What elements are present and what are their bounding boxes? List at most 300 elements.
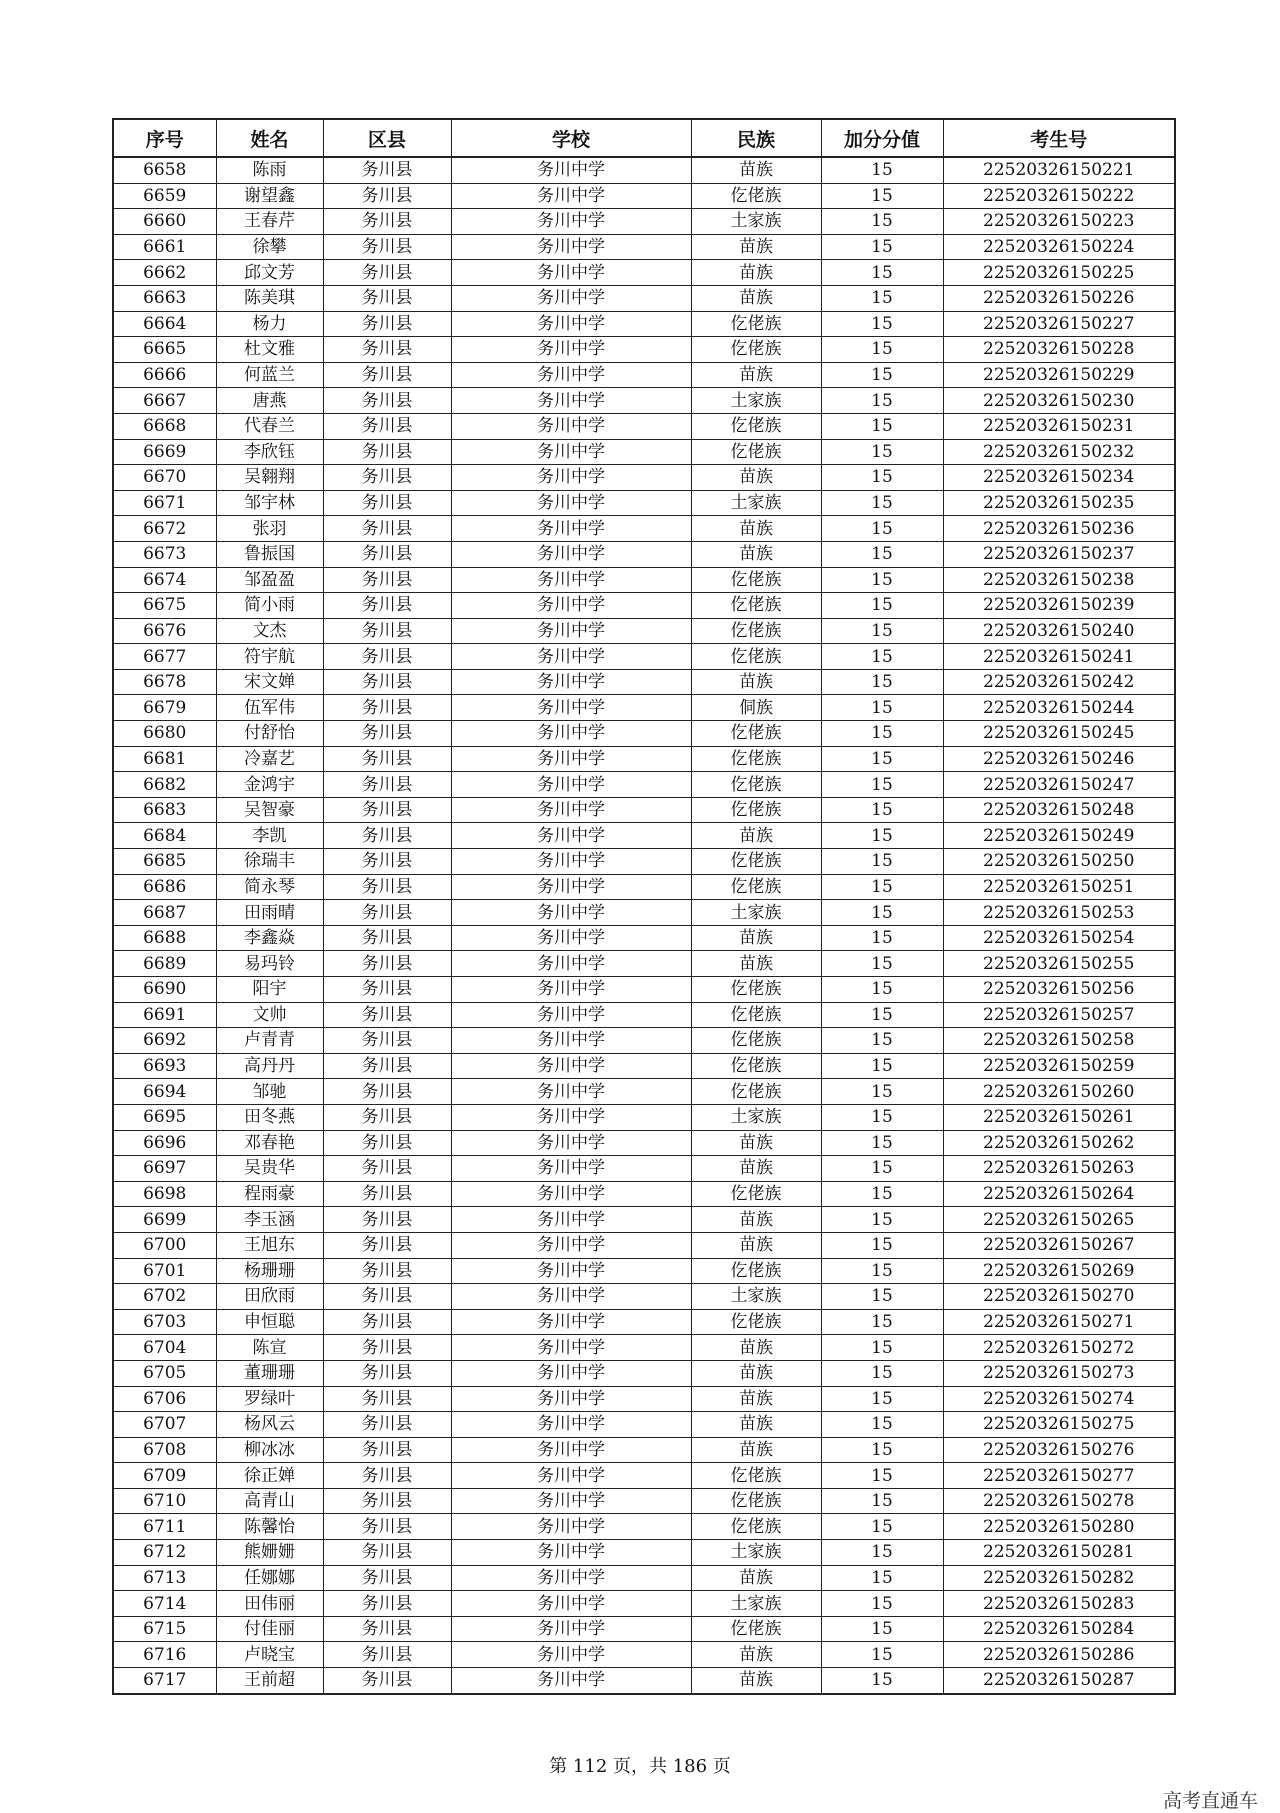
table-row bbox=[113, 823, 1175, 849]
cell-name: 高青山 bbox=[216, 1488, 323, 1514]
cell-bonus: 15 bbox=[821, 1412, 943, 1438]
cell-ethnicity: 苗族 bbox=[691, 1668, 821, 1694]
cell-school: 务川中学 bbox=[451, 1181, 691, 1207]
header-row bbox=[113, 119, 1175, 157]
cell-county: 务川县 bbox=[323, 721, 451, 747]
header-name: 姓名 bbox=[216, 119, 323, 157]
cell-school: 务川中学 bbox=[451, 516, 691, 542]
table-row bbox=[113, 1642, 1175, 1668]
cell-name: 徐攀 bbox=[216, 234, 323, 260]
cell-bonus: 15 bbox=[821, 157, 943, 183]
cell-serial: 6684 bbox=[113, 823, 216, 849]
cell-county: 务川县 bbox=[323, 1053, 451, 1079]
table-row bbox=[113, 1284, 1175, 1310]
cell-county: 务川县 bbox=[323, 157, 451, 183]
cell-bonus: 15 bbox=[821, 1028, 943, 1054]
cell-county: 务川县 bbox=[323, 1591, 451, 1617]
cell-serial: 6665 bbox=[113, 337, 216, 363]
cell-ethnicity: 仡佬族 bbox=[691, 1616, 821, 1642]
cell-bonus: 15 bbox=[821, 772, 943, 798]
cell-name: 冷嘉艺 bbox=[216, 746, 323, 772]
cell-name: 张羽 bbox=[216, 516, 323, 542]
cell-ethnicity: 土家族 bbox=[691, 490, 821, 516]
cell-bonus: 15 bbox=[821, 567, 943, 593]
cell-exam-id: 22520326150280 bbox=[943, 1514, 1175, 1540]
cell-ethnicity: 土家族 bbox=[691, 900, 821, 926]
cell-ethnicity: 仡佬族 bbox=[691, 1002, 821, 1028]
cell-school: 务川中学 bbox=[451, 1156, 691, 1182]
cell-serial: 6683 bbox=[113, 797, 216, 823]
cell-ethnicity: 仡佬族 bbox=[691, 311, 821, 337]
cell-ethnicity: 苗族 bbox=[691, 157, 821, 183]
cell-name: 吴翱翔 bbox=[216, 465, 323, 491]
cell-serial: 6681 bbox=[113, 746, 216, 772]
cell-exam-id: 22520326150249 bbox=[943, 823, 1175, 849]
cell-exam-id: 22520326150241 bbox=[943, 644, 1175, 670]
cell-ethnicity: 苗族 bbox=[691, 1360, 821, 1386]
cell-school: 务川中学 bbox=[451, 874, 691, 900]
cell-ethnicity: 仡佬族 bbox=[691, 772, 821, 798]
cell-ethnicity: 仡佬族 bbox=[691, 874, 821, 900]
cell-serial: 6677 bbox=[113, 644, 216, 670]
cell-bonus: 15 bbox=[821, 285, 943, 311]
cell-serial: 6703 bbox=[113, 1309, 216, 1335]
cell-serial: 6706 bbox=[113, 1386, 216, 1412]
table-row bbox=[113, 541, 1175, 567]
cell-county: 务川县 bbox=[323, 1668, 451, 1694]
table-row bbox=[113, 874, 1175, 900]
cell-name: 陈宣 bbox=[216, 1335, 323, 1361]
header-exam-id: 考生号 bbox=[943, 119, 1175, 157]
table-row bbox=[113, 1616, 1175, 1642]
cell-bonus: 15 bbox=[821, 925, 943, 951]
cell-ethnicity: 仡佬族 bbox=[691, 1258, 821, 1284]
cell-exam-id: 22520326150262 bbox=[943, 1130, 1175, 1156]
cell-bonus: 15 bbox=[821, 618, 943, 644]
cell-exam-id: 22520326150238 bbox=[943, 567, 1175, 593]
table-row bbox=[113, 1181, 1175, 1207]
cell-ethnicity: 苗族 bbox=[691, 823, 821, 849]
cell-bonus: 15 bbox=[821, 1258, 943, 1284]
cell-name: 程雨豪 bbox=[216, 1181, 323, 1207]
cell-name: 王春芹 bbox=[216, 209, 323, 235]
cell-county: 务川县 bbox=[323, 1002, 451, 1028]
cell-exam-id: 22520326150234 bbox=[943, 465, 1175, 491]
cell-name: 杨力 bbox=[216, 311, 323, 337]
cell-serial: 6685 bbox=[113, 849, 216, 875]
table-row bbox=[113, 1591, 1175, 1617]
cell-bonus: 15 bbox=[821, 1207, 943, 1233]
cell-school: 务川中学 bbox=[451, 695, 691, 721]
cell-school: 务川中学 bbox=[451, 1360, 691, 1386]
cell-name: 田伟丽 bbox=[216, 1591, 323, 1617]
table-row bbox=[113, 490, 1175, 516]
cell-bonus: 15 bbox=[821, 1181, 943, 1207]
cell-bonus: 15 bbox=[821, 746, 943, 772]
cell-serial: 6660 bbox=[113, 209, 216, 235]
cell-county: 务川县 bbox=[323, 1540, 451, 1566]
cell-ethnicity: 仡佬族 bbox=[691, 797, 821, 823]
cell-county: 务川县 bbox=[323, 388, 451, 414]
cell-ethnicity: 苗族 bbox=[691, 1386, 821, 1412]
cell-bonus: 15 bbox=[821, 1002, 943, 1028]
cell-name: 陈雨 bbox=[216, 157, 323, 183]
cell-bonus: 15 bbox=[821, 977, 943, 1003]
cell-bonus: 15 bbox=[821, 951, 943, 977]
cell-serial: 6691 bbox=[113, 1002, 216, 1028]
cell-exam-id: 22520326150223 bbox=[943, 209, 1175, 235]
cell-ethnicity: 仡佬族 bbox=[691, 1309, 821, 1335]
cell-exam-id: 22520326150254 bbox=[943, 925, 1175, 951]
cell-exam-id: 22520326150221 bbox=[943, 157, 1175, 183]
cell-ethnicity: 苗族 bbox=[691, 951, 821, 977]
cell-name: 杨风云 bbox=[216, 1412, 323, 1438]
cell-serial: 6668 bbox=[113, 413, 216, 439]
cell-serial: 6699 bbox=[113, 1207, 216, 1233]
cell-serial: 6688 bbox=[113, 925, 216, 951]
cell-school: 务川中学 bbox=[451, 925, 691, 951]
cell-school: 务川中学 bbox=[451, 1514, 691, 1540]
cell-county: 务川县 bbox=[323, 1207, 451, 1233]
cell-school: 务川中学 bbox=[451, 772, 691, 798]
cell-bonus: 15 bbox=[821, 1079, 943, 1105]
table-row bbox=[113, 669, 1175, 695]
cell-school: 务川中学 bbox=[451, 1642, 691, 1668]
cell-name: 李玉涵 bbox=[216, 1207, 323, 1233]
cell-serial: 6675 bbox=[113, 593, 216, 619]
cell-county: 务川县 bbox=[323, 1565, 451, 1591]
cell-name: 申恒聪 bbox=[216, 1309, 323, 1335]
cell-county: 务川县 bbox=[323, 900, 451, 926]
cell-serial: 6700 bbox=[113, 1232, 216, 1258]
cell-county: 务川县 bbox=[323, 465, 451, 491]
cell-school: 务川中学 bbox=[451, 1463, 691, 1489]
cell-ethnicity: 苗族 bbox=[691, 1642, 821, 1668]
cell-name: 陈美琪 bbox=[216, 285, 323, 311]
cell-school: 务川中学 bbox=[451, 849, 691, 875]
cell-exam-id: 22520326150230 bbox=[943, 388, 1175, 414]
table-row bbox=[113, 439, 1175, 465]
cell-school: 务川中学 bbox=[451, 1488, 691, 1514]
cell-serial: 6701 bbox=[113, 1258, 216, 1284]
cell-county: 务川县 bbox=[323, 1156, 451, 1182]
cell-name: 杜文雅 bbox=[216, 337, 323, 363]
cell-school: 务川中学 bbox=[451, 1130, 691, 1156]
table-row bbox=[113, 772, 1175, 798]
cell-ethnicity: 土家族 bbox=[691, 1591, 821, 1617]
cell-ethnicity: 仡佬族 bbox=[691, 439, 821, 465]
table-row bbox=[113, 413, 1175, 439]
cell-exam-id: 22520326150259 bbox=[943, 1053, 1175, 1079]
table-row bbox=[113, 1309, 1175, 1335]
cell-exam-id: 22520326150240 bbox=[943, 618, 1175, 644]
cell-exam-id: 22520326150263 bbox=[943, 1156, 1175, 1182]
cell-bonus: 15 bbox=[821, 260, 943, 286]
cell-school: 务川中学 bbox=[451, 1565, 691, 1591]
cell-bonus: 15 bbox=[821, 234, 943, 260]
cell-school: 务川中学 bbox=[451, 465, 691, 491]
cell-ethnicity: 苗族 bbox=[691, 669, 821, 695]
cell-ethnicity: 仡佬族 bbox=[691, 593, 821, 619]
cell-bonus: 15 bbox=[821, 1232, 943, 1258]
table-row bbox=[113, 1412, 1175, 1438]
cell-ethnicity: 苗族 bbox=[691, 1437, 821, 1463]
cell-bonus: 15 bbox=[821, 900, 943, 926]
table-row bbox=[113, 644, 1175, 670]
cell-name: 吴智豪 bbox=[216, 797, 323, 823]
table-row bbox=[113, 593, 1175, 619]
cell-ethnicity: 苗族 bbox=[691, 1156, 821, 1182]
table-row bbox=[113, 1130, 1175, 1156]
table-row bbox=[113, 362, 1175, 388]
cell-school: 务川中学 bbox=[451, 1309, 691, 1335]
cell-serial: 6698 bbox=[113, 1181, 216, 1207]
table-row bbox=[113, 1028, 1175, 1054]
cell-name: 简小雨 bbox=[216, 593, 323, 619]
cell-school: 务川中学 bbox=[451, 388, 691, 414]
cell-school: 务川中学 bbox=[451, 797, 691, 823]
cell-bonus: 15 bbox=[821, 465, 943, 491]
cell-exam-id: 22520326150244 bbox=[943, 695, 1175, 721]
cell-school: 务川中学 bbox=[451, 1668, 691, 1694]
cell-school: 务川中学 bbox=[451, 1284, 691, 1310]
cell-school: 务川中学 bbox=[451, 900, 691, 926]
cell-school: 务川中学 bbox=[451, 209, 691, 235]
cell-bonus: 15 bbox=[821, 183, 943, 209]
table-row bbox=[113, 1079, 1175, 1105]
cell-ethnicity: 苗族 bbox=[691, 925, 821, 951]
cell-county: 务川县 bbox=[323, 516, 451, 542]
cell-county: 务川县 bbox=[323, 1488, 451, 1514]
cell-county: 务川县 bbox=[323, 951, 451, 977]
cell-exam-id: 22520326150229 bbox=[943, 362, 1175, 388]
cell-bonus: 15 bbox=[821, 695, 943, 721]
header-bonus: 加分分值 bbox=[821, 119, 943, 157]
cell-county: 务川县 bbox=[323, 234, 451, 260]
cell-county: 务川县 bbox=[323, 567, 451, 593]
cell-serial: 6712 bbox=[113, 1540, 216, 1566]
cell-school: 务川中学 bbox=[451, 234, 691, 260]
cell-exam-id: 22520326150286 bbox=[943, 1642, 1175, 1668]
cell-school: 务川中学 bbox=[451, 183, 691, 209]
cell-exam-id: 22520326150264 bbox=[943, 1181, 1175, 1207]
cell-name: 熊姗姗 bbox=[216, 1540, 323, 1566]
cell-school: 务川中学 bbox=[451, 311, 691, 337]
cell-ethnicity: 仡佬族 bbox=[691, 977, 821, 1003]
cell-serial: 6689 bbox=[113, 951, 216, 977]
cell-exam-id: 22520326150253 bbox=[943, 900, 1175, 926]
cell-name: 伍军伟 bbox=[216, 695, 323, 721]
cell-exam-id: 22520326150242 bbox=[943, 669, 1175, 695]
cell-exam-id: 22520326150246 bbox=[943, 746, 1175, 772]
table-row bbox=[113, 1360, 1175, 1386]
table-row bbox=[113, 567, 1175, 593]
cell-serial: 6682 bbox=[113, 772, 216, 798]
cell-bonus: 15 bbox=[821, 644, 943, 670]
cell-serial: 6694 bbox=[113, 1079, 216, 1105]
cell-school: 务川中学 bbox=[451, 413, 691, 439]
cell-name: 邱文芳 bbox=[216, 260, 323, 286]
cell-county: 务川县 bbox=[323, 746, 451, 772]
cell-name: 王旭东 bbox=[216, 1232, 323, 1258]
cell-name: 田欣雨 bbox=[216, 1284, 323, 1310]
table-row bbox=[113, 311, 1175, 337]
cell-bonus: 15 bbox=[821, 1104, 943, 1130]
cell-school: 务川中学 bbox=[451, 1053, 691, 1079]
cell-bonus: 15 bbox=[821, 1360, 943, 1386]
cell-ethnicity: 土家族 bbox=[691, 209, 821, 235]
cell-ethnicity: 仡佬族 bbox=[691, 721, 821, 747]
cell-county: 务川县 bbox=[323, 490, 451, 516]
cell-school: 务川中学 bbox=[451, 439, 691, 465]
cell-serial: 6707 bbox=[113, 1412, 216, 1438]
cell-serial: 6711 bbox=[113, 1514, 216, 1540]
cell-bonus: 15 bbox=[821, 1463, 943, 1489]
cell-school: 务川中学 bbox=[451, 593, 691, 619]
cell-county: 务川县 bbox=[323, 1463, 451, 1489]
header-county: 区县 bbox=[323, 119, 451, 157]
cell-ethnicity: 苗族 bbox=[691, 465, 821, 491]
cell-serial: 6679 bbox=[113, 695, 216, 721]
table-row bbox=[113, 951, 1175, 977]
cell-county: 务川县 bbox=[323, 823, 451, 849]
cell-county: 务川县 bbox=[323, 1616, 451, 1642]
header-ethnicity: 民族 bbox=[691, 119, 821, 157]
cell-county: 务川县 bbox=[323, 337, 451, 363]
cell-exam-id: 22520326150226 bbox=[943, 285, 1175, 311]
table-row bbox=[113, 1232, 1175, 1258]
cell-county: 务川县 bbox=[323, 183, 451, 209]
cell-bonus: 15 bbox=[821, 721, 943, 747]
table-row bbox=[113, 1437, 1175, 1463]
table-row bbox=[113, 721, 1175, 747]
cell-school: 务川中学 bbox=[451, 977, 691, 1003]
cell-county: 务川县 bbox=[323, 977, 451, 1003]
cell-school: 务川中学 bbox=[451, 1616, 691, 1642]
cell-name: 鲁振国 bbox=[216, 541, 323, 567]
cell-county: 务川县 bbox=[323, 1104, 451, 1130]
cell-name: 吴贵华 bbox=[216, 1156, 323, 1182]
cell-exam-id: 22520326150235 bbox=[943, 490, 1175, 516]
cell-exam-id: 22520326150231 bbox=[943, 413, 1175, 439]
cell-bonus: 15 bbox=[821, 797, 943, 823]
cell-school: 务川中学 bbox=[451, 644, 691, 670]
cell-bonus: 15 bbox=[821, 849, 943, 875]
table-row bbox=[113, 388, 1175, 414]
cell-school: 务川中学 bbox=[451, 1207, 691, 1233]
cell-county: 务川县 bbox=[323, 1232, 451, 1258]
cell-exam-id: 22520326150274 bbox=[943, 1386, 1175, 1412]
table-row bbox=[113, 925, 1175, 951]
cell-name: 文杰 bbox=[216, 618, 323, 644]
cell-name: 邹宇林 bbox=[216, 490, 323, 516]
cell-ethnicity: 土家族 bbox=[691, 388, 821, 414]
cell-name: 阳宇 bbox=[216, 977, 323, 1003]
cell-ethnicity: 苗族 bbox=[691, 1565, 821, 1591]
cell-exam-id: 22520326150228 bbox=[943, 337, 1175, 363]
cell-name: 唐燕 bbox=[216, 388, 323, 414]
table-row bbox=[113, 1104, 1175, 1130]
cell-ethnicity: 土家族 bbox=[691, 1284, 821, 1310]
cell-serial: 6696 bbox=[113, 1130, 216, 1156]
cell-ethnicity: 苗族 bbox=[691, 516, 821, 542]
table-body bbox=[113, 157, 1175, 1694]
cell-serial: 6710 bbox=[113, 1488, 216, 1514]
cell-exam-id: 22520326150283 bbox=[943, 1591, 1175, 1617]
cell-ethnicity: 侗族 bbox=[691, 695, 821, 721]
cell-ethnicity: 仡佬族 bbox=[691, 1181, 821, 1207]
cell-exam-id: 22520326150269 bbox=[943, 1258, 1175, 1284]
cell-ethnicity: 仡佬族 bbox=[691, 1053, 821, 1079]
cell-school: 务川中学 bbox=[451, 157, 691, 183]
cell-county: 务川县 bbox=[323, 1386, 451, 1412]
cell-serial: 6690 bbox=[113, 977, 216, 1003]
cell-name: 代春兰 bbox=[216, 413, 323, 439]
cell-county: 务川县 bbox=[323, 849, 451, 875]
cell-serial: 6663 bbox=[113, 285, 216, 311]
cell-serial: 6686 bbox=[113, 874, 216, 900]
cell-county: 务川县 bbox=[323, 1181, 451, 1207]
cell-school: 务川中学 bbox=[451, 721, 691, 747]
cell-school: 务川中学 bbox=[451, 1104, 691, 1130]
table-row bbox=[113, 157, 1175, 183]
cell-exam-id: 22520326150284 bbox=[943, 1616, 1175, 1642]
cell-ethnicity: 苗族 bbox=[691, 1232, 821, 1258]
cell-name: 李鑫焱 bbox=[216, 925, 323, 951]
cell-serial: 6664 bbox=[113, 311, 216, 337]
cell-county: 务川县 bbox=[323, 593, 451, 619]
table-row bbox=[113, 183, 1175, 209]
cell-county: 务川县 bbox=[323, 874, 451, 900]
cell-school: 务川中学 bbox=[451, 337, 691, 363]
cell-serial: 6697 bbox=[113, 1156, 216, 1182]
cell-bonus: 15 bbox=[821, 413, 943, 439]
cell-bonus: 15 bbox=[821, 1284, 943, 1310]
cell-bonus: 15 bbox=[821, 439, 943, 465]
table-row bbox=[113, 234, 1175, 260]
cell-name: 文帅 bbox=[216, 1002, 323, 1028]
cell-exam-id: 22520326150251 bbox=[943, 874, 1175, 900]
cell-ethnicity: 苗族 bbox=[691, 260, 821, 286]
cell-county: 务川县 bbox=[323, 669, 451, 695]
cell-serial: 6715 bbox=[113, 1616, 216, 1642]
header-school: 学校 bbox=[451, 119, 691, 157]
cell-serial: 6693 bbox=[113, 1053, 216, 1079]
cell-name: 徐正婵 bbox=[216, 1463, 323, 1489]
cell-exam-id: 22520326150224 bbox=[943, 234, 1175, 260]
cell-school: 务川中学 bbox=[451, 260, 691, 286]
cell-exam-id: 22520326150287 bbox=[943, 1668, 1175, 1694]
cell-exam-id: 22520326150256 bbox=[943, 977, 1175, 1003]
cell-school: 务川中学 bbox=[451, 746, 691, 772]
cell-ethnicity: 仡佬族 bbox=[691, 746, 821, 772]
table-header bbox=[113, 119, 1175, 157]
table-row bbox=[113, 1207, 1175, 1233]
cell-bonus: 15 bbox=[821, 1616, 943, 1642]
cell-county: 务川县 bbox=[323, 772, 451, 798]
cell-serial: 6680 bbox=[113, 721, 216, 747]
cell-exam-id: 22520326150278 bbox=[943, 1488, 1175, 1514]
cell-bonus: 15 bbox=[821, 1668, 943, 1694]
table-row bbox=[113, 1565, 1175, 1591]
table-row bbox=[113, 260, 1175, 286]
cell-ethnicity: 土家族 bbox=[691, 1104, 821, 1130]
cell-county: 务川县 bbox=[323, 1079, 451, 1105]
cell-school: 务川中学 bbox=[451, 1002, 691, 1028]
cell-ethnicity: 仡佬族 bbox=[691, 1079, 821, 1105]
cell-name: 李凯 bbox=[216, 823, 323, 849]
cell-bonus: 15 bbox=[821, 1156, 943, 1182]
